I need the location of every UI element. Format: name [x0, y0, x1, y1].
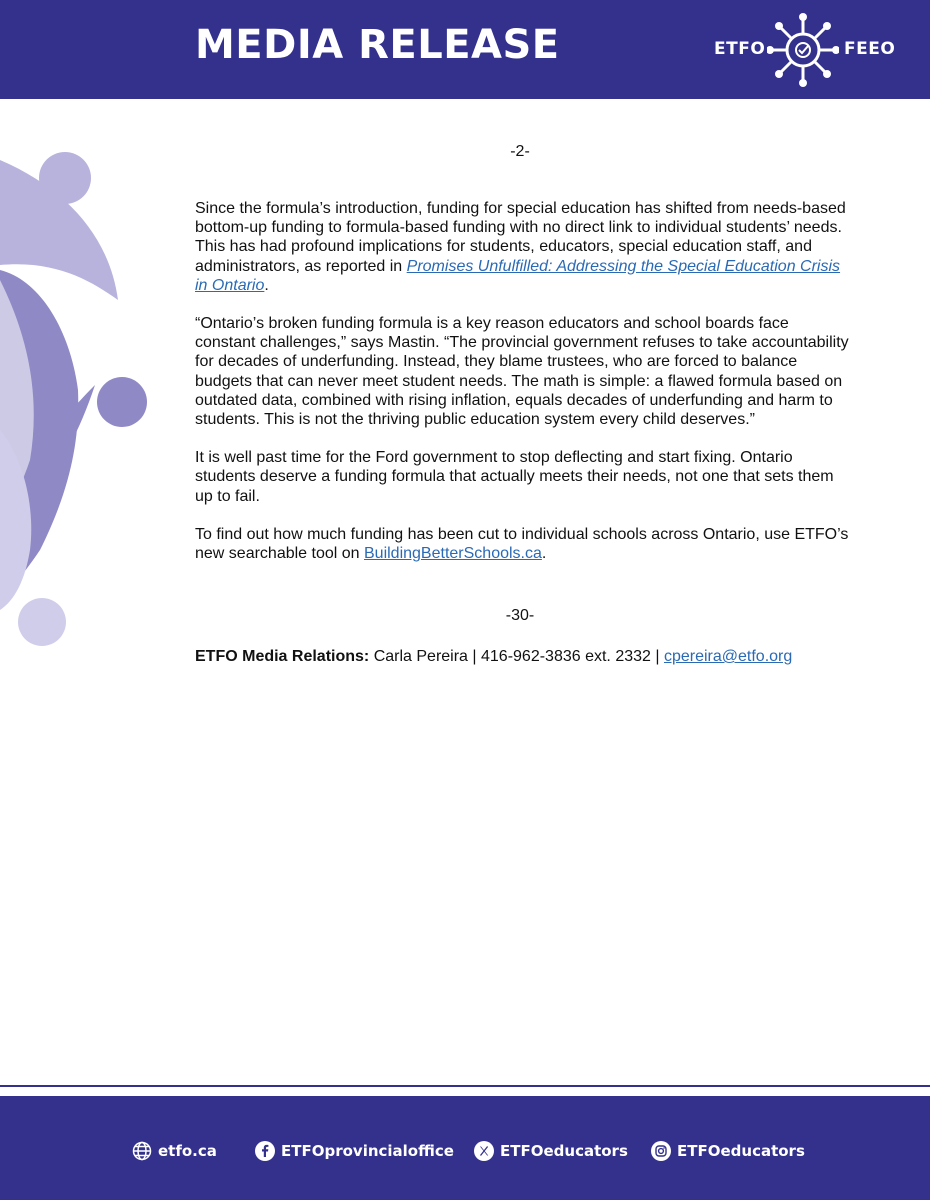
- page-number: -2-: [510, 143, 530, 160]
- contact-label: ETFO Media Relations:: [195, 648, 370, 665]
- contact-details: Carla Pereira | 416-962-3836 ext. 2332 |: [369, 648, 664, 665]
- footer-website-text: etfo.ca: [158, 1142, 217, 1160]
- footer-x[interactable]: [474, 1140, 628, 1162]
- footer-x-text: ETFOeducators: [500, 1142, 628, 1160]
- header-title: MEDIA RELEASE: [195, 22, 560, 68]
- end-marker: -30-: [505, 607, 535, 624]
- paragraph-2: “Ontario’s broken funding formula is a key reason educators and school boards face constant challenges,” says Mastin. “The provincial government refuses to take accountability for decades of underfunding. Instead, they blame trustees, who are forced to balance budgets that can never meet student needs. The math is simple: a flawed formula based on outdated data, combined with rising inflation, equals decades of underfunding and harm to students. This is not the thriving public education system every child deserves.”: [195, 315, 849, 429]
- paragraph-1: [195, 199, 850, 295]
- paragraph-4: [195, 525, 850, 563]
- footer-divider: [0, 1085, 930, 1087]
- decorative-figures-graphic: [0, 130, 160, 660]
- logo-right-text: FEEO: [844, 39, 896, 59]
- media-contact: [195, 647, 895, 666]
- logo-left-text: ETFO: [714, 39, 766, 59]
- facebook-icon: [255, 1141, 275, 1161]
- header-banner: [0, 0, 930, 99]
- footer-facebook-text: ETFOprovincialoffice: [281, 1142, 454, 1160]
- building-better-schools-link[interactable]: BuildingBetterSchools.ca: [364, 545, 542, 563]
- footer-website[interactable]: [132, 1140, 217, 1162]
- etfo-logo: [714, 12, 894, 88]
- footer-instagram[interactable]: [651, 1140, 805, 1162]
- contact-email-link[interactable]: cpereira@etfo.org: [663, 648, 793, 665]
- paragraph-3: It is well past time for the Ford government to stop deflecting and start fixing. Ontario students deserve a funding formula that actually meets their needs, not one that sets them up to fail.: [195, 449, 834, 505]
- etfo-emblem-icon: [767, 12, 839, 88]
- deco-head-right: [97, 377, 147, 427]
- paragraph-4-end: .: [541, 545, 547, 563]
- paragraph-1-end: .: [264, 276, 269, 294]
- globe-icon: [132, 1141, 152, 1161]
- release-body: [195, 199, 850, 582]
- paragraph-4-text: To find out how much funding has been cut to individual schools across Ontario, use ETFO’s new searchable tool on: [195, 525, 849, 563]
- footer-instagram-text: ETFOeducators: [677, 1142, 805, 1160]
- paragraph-1-text: Since the formula’s introduction, funding for special education has shifted from needs-based bottom-up funding to formula-based funding with no direct link to individual students’ needs. This has had profound implications for students, educators, special education staff, and administrators, as reported in: [195, 200, 846, 275]
- footer-facebook[interactable]: [255, 1140, 454, 1162]
- x-twitter-icon: [474, 1141, 494, 1161]
- promises-unfulfilled-link[interactable]: Promises Unfulfilled: Addressing the Special Education Crisis in Ontario: [195, 257, 841, 294]
- instagram-icon: [651, 1141, 671, 1161]
